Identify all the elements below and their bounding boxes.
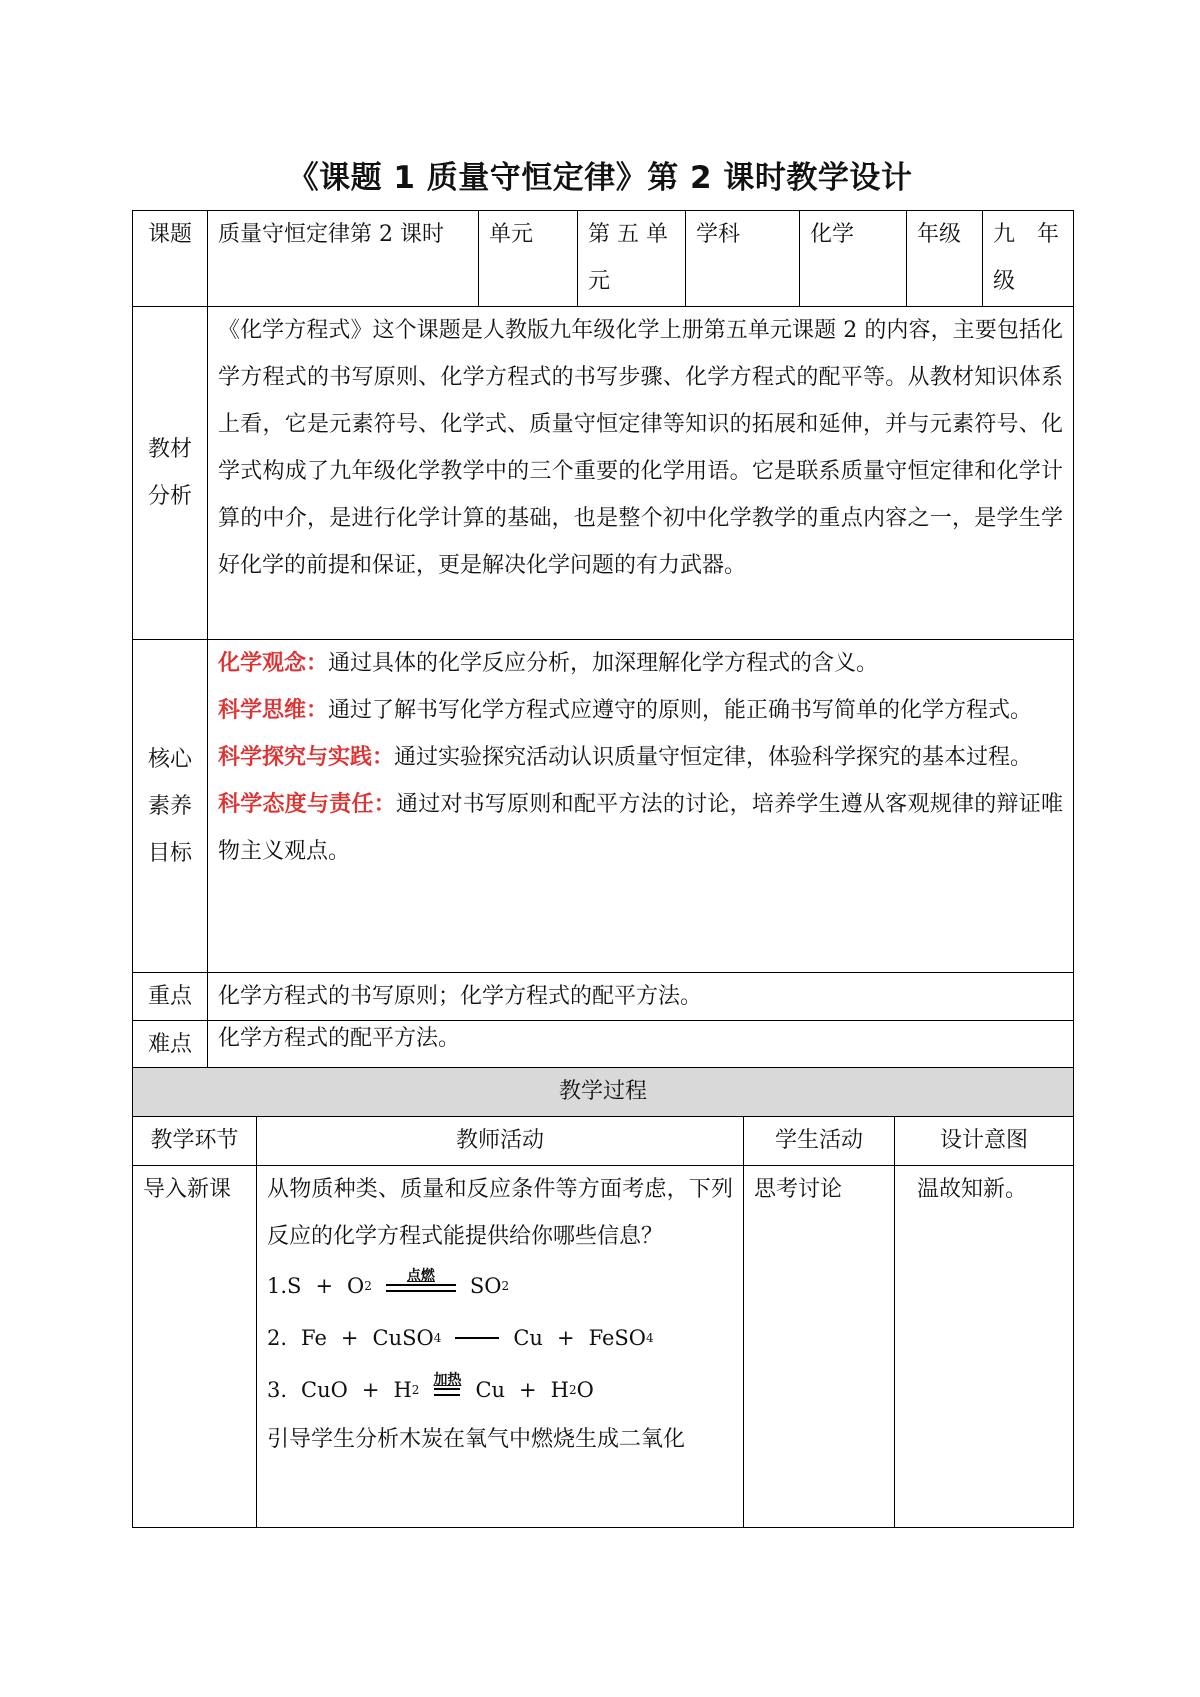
goal-key: 科学态度与责任： [218, 792, 396, 817]
equation-1 [267, 1260, 733, 1312]
grade-label: 年级 [907, 211, 983, 307]
eq-term: SO [469, 1274, 502, 1298]
document-title: 《课题 1 质量守恒定律》第 2 课时教学设计 [287, 160, 913, 196]
process-header-row [133, 1117, 1074, 1166]
eq-term: S [287, 1274, 302, 1298]
unit-value [578, 211, 686, 307]
goal-text: 通过实验探究活动认识质量守恒定律，体验科学探究的基本过程。 [394, 745, 1033, 770]
eq-plus: + [556, 1326, 575, 1350]
process-heading-row [133, 1068, 1074, 1117]
analysis-row [133, 307, 1074, 640]
reaction-condition: 点燃 [406, 1268, 435, 1284]
eq-plus: + [361, 1378, 380, 1402]
eq-subscript: 4 [433, 1331, 442, 1345]
eq-term: CuSO [372, 1326, 434, 1350]
grade-value [983, 211, 1074, 307]
eq-plus: + [519, 1378, 537, 1402]
eq-term: H [393, 1378, 412, 1402]
double-line [386, 1284, 456, 1292]
analysis-label-line2: 分析 [147, 484, 192, 509]
key-point-label: 重点 [133, 973, 208, 1021]
goal-text: 通过对书写原则和配平方法的讨论，培养学生遵从客观规律的辩证唯物主义观点。 [218, 792, 1063, 864]
reaction-arrow [433, 1372, 461, 1396]
col-header-intent: 设计意图 [895, 1117, 1074, 1166]
difficulty-row [133, 1021, 1074, 1069]
col-header-teacher: 教师活动 [257, 1117, 744, 1166]
teacher-activity-cell [257, 1166, 744, 1528]
eq-term: CuO [301, 1378, 348, 1402]
eq-subscript: 2 [364, 1279, 372, 1293]
eq-term: FeSO [588, 1326, 647, 1350]
unit-value-line1: 第 五 单 [588, 222, 668, 247]
goals-label-line2: 素养 [147, 793, 192, 819]
eq-subscript: 4 [646, 1331, 654, 1345]
eq-subscript: 2 [501, 1279, 510, 1293]
eq-term: H [550, 1378, 569, 1402]
eq-plus: + [340, 1326, 359, 1350]
student-activity-cell: 思考讨论 [744, 1166, 895, 1528]
reaction-arrow [386, 1268, 456, 1292]
goal-key: 科学探究与实践： [218, 745, 395, 770]
col-header-student: 学生活动 [744, 1117, 895, 1166]
goals-label [133, 640, 208, 973]
eq-term: Cu [513, 1326, 543, 1350]
subject-label: 学科 [686, 211, 800, 307]
topic-label: 课题 [133, 211, 208, 307]
goal-item [218, 640, 1063, 687]
goal-text: 通过具体的化学反应分析，加深理解化学方程式的含义。 [328, 651, 879, 676]
eq-term: O [576, 1378, 594, 1402]
eq-term: O [347, 1274, 365, 1298]
reaction-condition: 加热 [433, 1372, 462, 1388]
intent-cell: 温故知新。 [895, 1166, 1074, 1528]
unit-label: 单元 [479, 211, 578, 307]
eq-term: Fe [301, 1326, 327, 1350]
overview-table [132, 210, 1074, 1069]
goal-item [218, 781, 1063, 875]
teacher-tail: 引导学生分析木炭在氧气中燃烧生成二氧化 [267, 1427, 686, 1452]
double-line [434, 1388, 460, 1396]
goals-label-line3: 目标 [147, 840, 192, 866]
analysis-label [133, 307, 208, 640]
teacher-intro: 从物质种类、质量和反应条件等方面考虑，下列反应的化学方程式能提供给你哪些信息？ [267, 1177, 733, 1249]
goal-item [218, 687, 1063, 734]
goal-item [218, 734, 1063, 781]
unit-value-line2: 元 [588, 269, 611, 294]
eq-subscript: 2 [411, 1383, 420, 1397]
analysis-text: 《化学方程式》这个课题是人教版九年级化学上册第五单元课题 2 的内容，主要包括化学方程式的书写原则、化学方程式的书写步骤、化学方程式的配平等。从教材知识体系上看，它是元素符号、化学式、质量守恒定律等知识的拓展和延伸，并与元素符号、化学式构成了九年级化学教学中的三个重要的化学用语。它是联系质量守恒定律和化学计算的中介，是进行化学计算的基础，也是整个初中化学教学的重点内容之一，是学生学好化学的前提和保证，更是解决化学问题的有力武器。 [208, 307, 1074, 640]
col-header-stage: 教学环节 [133, 1117, 257, 1166]
goals-label-line1: 核心 [147, 746, 192, 772]
eq-prefix: 3. [267, 1378, 288, 1402]
equation-3 [267, 1364, 733, 1416]
goals-list [208, 640, 1074, 973]
difficulty-text: 化学方程式的配平方法。 [208, 1021, 1074, 1069]
process-row-intro [133, 1166, 1074, 1528]
eq-prefix: 2. [267, 1326, 288, 1350]
stage-cell: 导入新课 [133, 1166, 257, 1528]
grade-value-line2: 级 [993, 269, 1016, 294]
eq-subscript: 2 [568, 1383, 577, 1397]
analysis-label-line1: 教材 [147, 437, 192, 462]
equation-2 [267, 1312, 733, 1364]
grade-value-line1: 九 年 [993, 222, 1060, 247]
difficulty-label: 难点 [133, 1021, 208, 1069]
single-line [455, 1337, 499, 1339]
key-point-text: 化学方程式的书写原则；化学方程式的配平方法。 [208, 973, 1074, 1021]
eq-prefix: 1. [267, 1274, 288, 1298]
key-point-row [133, 973, 1074, 1021]
reaction-equals [455, 1337, 499, 1339]
process-heading: 教学过程 [133, 1068, 1074, 1117]
topic-value: 质量守恒定律第 2 课时 [208, 211, 479, 307]
eq-plus: + [315, 1274, 334, 1298]
process-table [132, 1067, 1074, 1528]
eq-term: Cu [475, 1378, 506, 1402]
subject-value: 化学 [800, 211, 907, 307]
goals-row [133, 640, 1074, 973]
goal-text: 通过了解书写化学方程式应遵守的原则，能正确书写简单的化学方程式。 [328, 698, 1033, 723]
goal-key: 化学观念： [218, 651, 329, 676]
header-row [133, 211, 1074, 307]
goal-key: 科学思维： [218, 698, 329, 723]
